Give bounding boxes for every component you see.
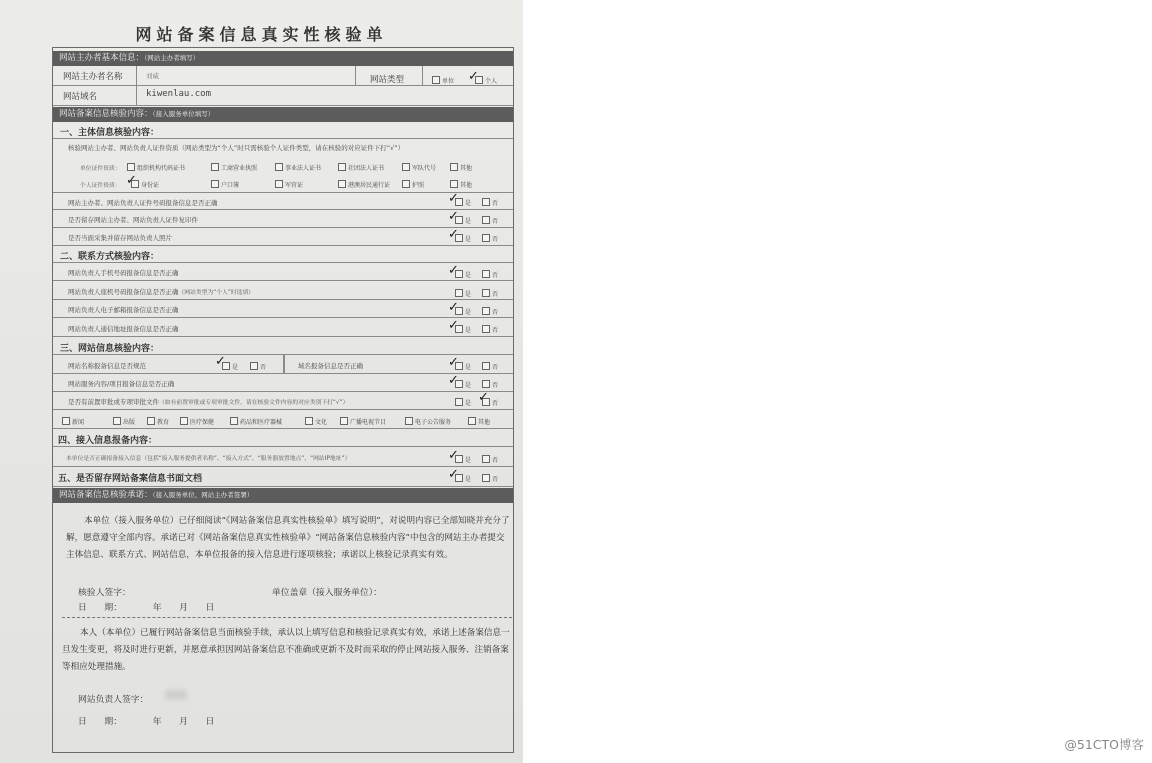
unit-seal-label: 单位盖章（接入服务单位）： <box>272 588 382 598</box>
type-option-person[interactable]: 个人 <box>475 76 497 85</box>
answer-yes[interactable]: 是 <box>455 307 471 316</box>
approval-category[interactable]: 医疗保健 <box>180 417 214 426</box>
type-option-unit[interactable]: 单位 <box>432 76 454 85</box>
form-title: 网站备案信息真实性核验单 <box>135 25 388 44</box>
approval-category[interactable]: 文化 <box>305 417 327 426</box>
answer-yes[interactable]: 是 <box>455 198 471 207</box>
s1-intro: 核验网站主办者、网站负责人证件资质（网站类型为“个人”时只需核验个人证件类型，请在核验的对应证件下打“√”） <box>68 144 405 152</box>
answer-no[interactable]: 否 <box>482 325 498 334</box>
answer-no[interactable]: 否 <box>482 307 498 316</box>
unit-cert-option[interactable]: 组织机构代码证书 <box>127 163 185 172</box>
check-mark-icon: ✓ <box>448 191 459 206</box>
personal-cert-option[interactable]: 护照 <box>402 180 424 189</box>
owner-signature-label: 网站负责人签字： <box>78 695 149 705</box>
unit-cert-option[interactable]: 社团法人证书 <box>338 163 384 172</box>
unit-cert-option[interactable]: 工商营业执照 <box>211 163 257 172</box>
answer-yes[interactable]: 是 <box>455 455 471 464</box>
personal-cert-option[interactable]: 其他 <box>450 180 472 189</box>
s3-q1b: 域名报备信息是否正确 <box>298 362 363 370</box>
personal-cert-option[interactable]: 身份证 <box>131 180 159 189</box>
unit-cert-option[interactable]: 军队代号 <box>402 163 436 172</box>
s1-q3: 是否当面采集并留存网站负责人照片 <box>68 234 172 242</box>
answer-yes[interactable]: 是 <box>455 234 471 243</box>
section-1-title: 一、主体信息核验内容： <box>60 128 160 138</box>
check-mark-icon: ✓ <box>468 69 479 84</box>
unit-cert-label: 单位证件资质： <box>80 166 121 172</box>
s4-q1: 本单位是否正确报备接入信息（包括“接入服务提供者名称”、“接入方式”、“服务器放置地点”、“网站IP地址”） <box>66 456 351 462</box>
answer-no[interactable]: 否 <box>482 234 498 243</box>
s3-q1: 网站名称报备信息是否规范 <box>68 362 146 370</box>
owner-value: 刘威 <box>146 72 159 80</box>
section-3-title: 三、网站信息核验内容： <box>60 344 160 354</box>
domain-label: 网站域名 <box>63 92 98 102</box>
signature-redacted <box>165 690 187 700</box>
s1-q1: 网站主办者、网站负责人证件号码报备信息是否正确 <box>68 199 218 207</box>
domain-value: kiwenlau.com <box>146 89 212 99</box>
check-mark-icon: ✓ <box>448 227 459 242</box>
commitment-paragraph-2: 本人（本单位）已履行网站备案信息当面核验手续，承认以上填写信息和核验记录真实有效，承诺上述备案信息一旦发生变更，将及时进行更新，并愿意承担因网站备案信息不准确或更新不及时而采取的停止网站接入服务、注销备案等相应处理措施。 <box>62 628 510 672</box>
check-mark-icon: ✓ <box>448 355 459 370</box>
answer-no[interactable]: 否 <box>250 362 266 371</box>
answer-yes[interactable]: 是 <box>455 270 471 279</box>
commitment-header: 网站备案信息核验承诺：（接入服务单位、网站主办者签署） <box>53 488 513 503</box>
date-line-1: 日 期： 年 月 日 <box>78 603 215 613</box>
approval-category[interactable]: 药品和医疗器械 <box>230 417 282 426</box>
section-2-title: 二、联系方式核验内容： <box>60 252 160 262</box>
answer-no[interactable]: 否 <box>482 270 498 279</box>
approval-category[interactable]: 其他 <box>468 417 490 426</box>
site-type-label: 网站类型 <box>370 75 405 85</box>
approval-category[interactable]: 电子公告服务 <box>405 417 451 426</box>
watermark: @51CTO博客 <box>1064 737 1144 752</box>
answer-no[interactable]: 否 <box>482 398 498 407</box>
approval-category[interactable]: 广播电视节目 <box>340 417 386 426</box>
answer-yes[interactable]: 是 <box>222 362 238 371</box>
answer-no[interactable]: 否 <box>482 362 498 371</box>
s2-q1: 网站负责人手机号码报备信息是否正确 <box>68 269 179 277</box>
basic-info-header: 网站主办者基本信息：（网站主办者填写） <box>53 51 513 66</box>
section-5-title: 五、是否留存网站备案信息书面文档 <box>58 474 203 484</box>
answer-no[interactable]: 否 <box>482 198 498 207</box>
s2-q4: 网站负责人通信地址报备信息是否正确 <box>68 325 179 333</box>
check-mark-icon: ✓ <box>448 209 459 224</box>
check-mark-icon: ✓ <box>478 390 489 405</box>
verify-header: 网站备案信息核验内容：（接入服务单位填写） <box>53 107 513 122</box>
personal-cert-option[interactable]: 军官证 <box>275 180 303 189</box>
section-4-title: 四、接入信息报备内容： <box>58 436 158 446</box>
personal-cert-option[interactable]: 户口簿 <box>211 180 239 189</box>
answer-no[interactable]: 否 <box>482 455 498 464</box>
answer-yes[interactable]: 是 <box>455 474 471 483</box>
s3-q2: 网站服务内容/项目报备信息是否正确 <box>68 380 175 388</box>
check-mark-icon: ✓ <box>448 318 459 333</box>
answer-yes[interactable]: 是 <box>455 325 471 334</box>
answer-yes[interactable]: 是 <box>455 216 471 225</box>
scanned-form-page <box>0 0 523 763</box>
check-mark-icon: ✓ <box>448 467 459 482</box>
answer-yes[interactable]: 是 <box>455 398 471 407</box>
approval-category[interactable]: 出版 <box>113 417 135 426</box>
s3-q3: 是否有前置审批或专项审批文件（如有前置审批或专项审批文件，请在核验文件内容的对应类别下打“√”） <box>68 398 349 406</box>
answer-no[interactable]: 否 <box>482 380 498 389</box>
answer-yes[interactable]: 是 <box>455 289 471 298</box>
dashed-divider <box>62 617 512 618</box>
personal-cert-option[interactable]: 港澳居民通行证 <box>338 180 390 189</box>
unit-cert-option[interactable]: 事业法人证书 <box>275 163 321 172</box>
answer-no[interactable]: 否 <box>482 216 498 225</box>
check-mark-icon: ✓ <box>448 373 459 388</box>
personal-cert-label: 个人证件资质： <box>80 183 121 189</box>
check-mark-icon: ✓ <box>448 448 459 463</box>
answer-yes[interactable]: 是 <box>455 362 471 371</box>
owner-label: 网站主办者名称 <box>63 72 123 82</box>
approval-category[interactable]: 教育 <box>147 417 169 426</box>
date-line-2: 日 期： 年 月 日 <box>78 717 215 727</box>
s2-q3: 网站负责人电子邮箱报备信息是否正确 <box>68 306 179 314</box>
approval-category[interactable]: 新闻 <box>62 417 84 426</box>
check-mark-icon: ✓ <box>215 354 226 369</box>
answer-no[interactable]: 否 <box>482 289 498 298</box>
unit-cert-option[interactable]: 其他 <box>450 163 472 172</box>
answer-no[interactable]: 否 <box>482 474 498 483</box>
check-mark-icon: ✓ <box>448 300 459 315</box>
s2-q2: 网站负责人座机号码报备信息是否正确（网站类型为“个人”时选填） <box>68 288 255 296</box>
check-mark-icon: ✓ <box>126 173 137 188</box>
s1-q2: 是否留存网站主办者、网站负责人证件复印件 <box>68 216 198 224</box>
check-mark-icon: ✓ <box>448 263 459 278</box>
commitment-paragraph-1: 本单位（接入服务单位）已仔细阅读“《网站备案信息真实性核验单》填写说明”，对说明内容已全部知晓并充分了解，愿意遵守全部内容。承诺已对《网站备案信息真实性核验单》“网站备案信息核验内容”中包含的网站主办者提交主体信息、联系方式、网站信息，本单位报备的接入信息进行逐项核验；承诺以上核验记录真实有效。 <box>66 516 510 560</box>
answer-yes[interactable]: 是 <box>455 380 471 389</box>
checker-signature-label: 核验人签字： <box>78 588 131 598</box>
